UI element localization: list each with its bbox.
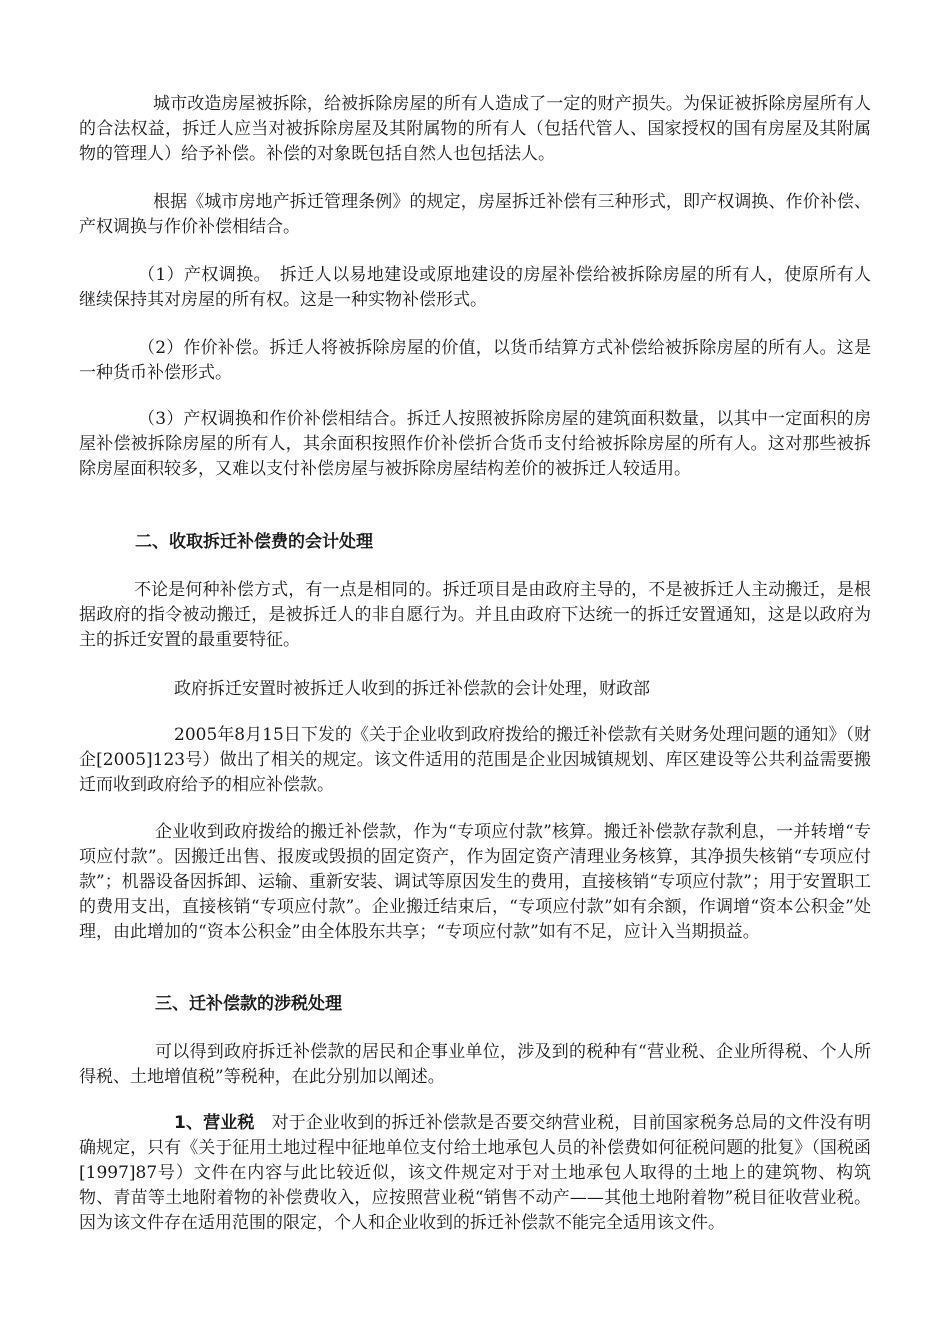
paragraph-combined-compensation: （3）产权调换和作价补偿相结合。拆迁人按照被拆除房屋的建筑面积数量，以其中一定面积的房屋补偿被拆除房屋的所有人，其余面积按照作价补偿折合货币支付给被拆除房屋的所有人。这对那些被拆除房屋面积较多，又难以支付补偿房屋与被拆除房屋结构差价的被拆迁人较适用。 (79, 409, 871, 479)
paragraph-price-compensation: （2）作价补偿。拆迁人将被拆除房屋的价值，以货币结算方式补偿给被拆除房屋的所有人。这是一种货币补偿形式。 (79, 338, 871, 383)
paragraph-tax-types: 可以得到政府拆迁补偿款的居民和企事业单位，涉及到的税种有“营业税、企业所得税、个人所得税、土地增值税”等税种，在此分别加以阐述。 (79, 1042, 871, 1087)
paragraph-compensation-forms: 根据《城市房地产拆迁管理条例》的规定，房屋拆迁补偿有三种形式，即产权调换、作价补偿、产权调换与作价补偿相结合。 (79, 192, 871, 237)
paragraph-accounting-lead: 政府拆迁安置时被拆迁人收到的拆迁补偿款的会计处理，财政部 (174, 679, 650, 699)
paragraph-special-payable: 企业收到政府拨给的搬迁补偿款，作为“专项应付款”核算。搬迁补偿款存款利息，一并转增“专项应付款”。因搬迁出售、报废或毁损的固定资产，作为固定资产清理业务核算，其净损失核销“专项应付款”；机器设备因拆卸、运输、重新安装、调试等原因发生的费用，直接核销“专项应付款”；用于安置职工的费用支出，直接核销“专项应付款”。企业搬迁结束后，“专项应付款”如有余额，作调增“资本公积金”处理，由此增加的“资本公积金”由全体股东共享；“专项应付款”如有不足，应计入当期损益。 (79, 822, 871, 942)
paragraph-business-tax (79, 1111, 871, 1236)
section-heading-tax: 三、迁补偿款的涉税处理 (155, 994, 342, 1014)
business-tax-body: 对于企业收到的拆迁补偿款是否要交纳营业税，目前国家税务总局的文件没有明确规定，只有《关于征用土地过程中征地单位支付给土地承包人员的补偿费如何征税问题的批复》（国税函[1997]87号）文件在内容与此比较近似，该文件规定对于对土地承包人取得的土地上的建筑物、构筑物、青苗等土地附着物的补偿费收入，应按照营业税“销售不动产——其他土地附着物”税目征收营业税。因为该文件存在适用范围的限定，个人和企业收到的拆迁补偿款不能完全适用该文件。 (79, 1113, 871, 1233)
business-tax-label: 1、营业税 (174, 1113, 255, 1133)
paragraph-compensation-intro: 城市改造房屋被拆除，给被拆除房屋的所有人造成了一定的财产损失。为保证被拆除房屋所有人的合法权益，拆迁人应当对被拆除房屋及其附属物的所有人（包括代管人、国家授权的国有房屋及其附属物的管理人）给予补偿。补偿的对象既包括自然人也包括法人。 (79, 94, 871, 164)
section-heading-accounting: 二、收取拆迁补偿费的会计处理 (135, 532, 373, 552)
paragraph-government-led: 不论是何种补偿方式，有一点是相同的。拆迁项目是由政府主导的，不是被拆迁人主动搬迁，是根据政府的指令被动搬迁，是被拆迁人的非自愿行为。并且由政府下达统一的拆迁安置通知，这是以政府为主的拆迁安置的最重要特征。 (79, 580, 871, 650)
paragraph-notice-2005: 2005年8月15日下发的《关于企业收到政府拨给的搬迁补偿款有关财务处理问题的通知》（财企[2005]123号）做出了相关的规定。该文件适用的范围是企业因城镇规划、库区建设等公共利益需要搬迁而收到政府给予的相应补偿款。 (79, 725, 871, 795)
paragraph-property-exchange: （1）产权调换。 拆迁人以易地建设或原地建设的房屋补偿给被拆除房屋的所有人，使原所有人继续保持其对房屋的所有权。这是一种实物补偿形式。 (79, 265, 871, 310)
